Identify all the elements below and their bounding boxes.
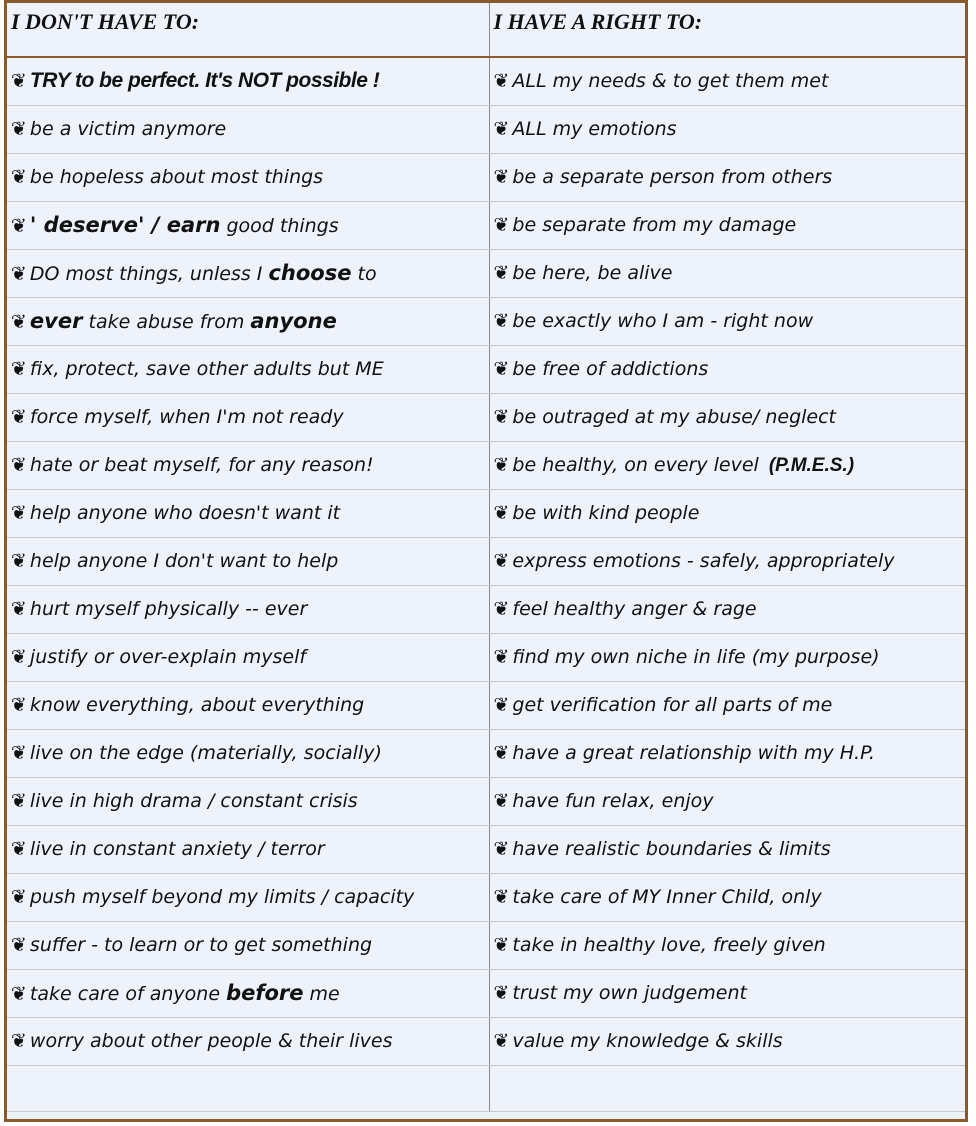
left-item-text: live in constant anxiety / terror [29, 838, 325, 860]
table-row [7, 729, 965, 777]
floral-heart-icon: ❦ [11, 646, 27, 668]
right-cell [489, 393, 965, 441]
right-item-text: have a great relationship with my H.P. [512, 742, 875, 764]
header-dont-have-to: I DON'T HAVE TO: [7, 3, 489, 57]
floral-heart-icon: ❦ [11, 838, 27, 860]
table-body [7, 57, 965, 1111]
right-item-text: be separate from my damage [512, 214, 797, 236]
left-cell [7, 489, 489, 537]
right-cell [489, 297, 965, 345]
floral-heart-icon: ❦ [493, 118, 510, 140]
floral-heart-icon: ❦ [493, 550, 510, 572]
table-row [7, 633, 965, 681]
floral-heart-icon: ❦ [11, 742, 27, 764]
left-cell [7, 153, 489, 201]
floral-heart-icon: ❦ [11, 70, 27, 93]
table-row [7, 249, 965, 297]
floral-heart-icon: ❦ [11, 598, 27, 620]
left-item-text: choose [268, 261, 352, 285]
table-row [7, 777, 965, 825]
floral-heart-icon: ❦ [11, 118, 27, 140]
left-cell [7, 825, 489, 873]
floral-heart-icon: ❦ [493, 790, 510, 812]
floral-heart-icon: ❦ [493, 982, 510, 1004]
right-cell [489, 921, 965, 969]
rights-table [7, 3, 965, 1112]
left-cell [7, 921, 489, 969]
left-cell [7, 393, 489, 441]
left-cell [7, 249, 489, 297]
right-item-text: have realistic boundaries & limits [512, 838, 831, 860]
left-item-text: help anyone who doesn't want it [29, 502, 341, 524]
left-item-text: ever [29, 309, 83, 333]
floral-heart-icon: ❦ [11, 215, 27, 237]
floral-heart-icon: ❦ [11, 311, 27, 333]
right-item-text: take in healthy love, freely given [512, 934, 826, 956]
right-cell [489, 873, 965, 921]
floral-heart-icon: ❦ [493, 310, 510, 332]
right-item-text: be with kind people [512, 502, 700, 524]
left-item-text: be a victim anymore [29, 118, 227, 140]
right-item-text: be a separate person from others [512, 166, 833, 188]
left-item-text: fix, protect, save other adults but ME [29, 358, 384, 380]
left-item-text: to [351, 263, 377, 285]
right-cell [489, 57, 965, 105]
table-row [7, 57, 965, 105]
right-item-text: (P.M.E.S.) [768, 454, 855, 476]
right-cell [489, 153, 965, 201]
floral-heart-icon: ❦ [493, 598, 510, 620]
table-row [7, 345, 965, 393]
left-cell [7, 105, 489, 153]
right-item-text: find my own niche in life (my purpose) [512, 646, 880, 668]
floral-heart-icon: ❦ [493, 453, 510, 476]
right-cell [489, 537, 965, 585]
floral-heart-icon: ❦ [493, 166, 510, 188]
floral-heart-icon: ❦ [11, 886, 27, 908]
right-cell [489, 969, 965, 1017]
empty-row [7, 1065, 965, 1111]
right-cell [489, 825, 965, 873]
right-cell [489, 105, 965, 153]
right-cell [489, 249, 965, 297]
floral-heart-icon: ❦ [493, 502, 510, 524]
floral-heart-icon: ❦ [11, 790, 27, 812]
left-cell [7, 873, 489, 921]
floral-heart-icon: ❦ [11, 1030, 27, 1052]
floral-heart-icon: ❦ [11, 934, 27, 956]
table-row [7, 969, 965, 1017]
right-cell [489, 1017, 965, 1065]
empty-cell [7, 1065, 489, 1111]
right-cell [489, 585, 965, 633]
left-item-text: worry about other people & their lives [29, 1030, 393, 1052]
right-item-text: ALL my needs & to get them met [512, 70, 829, 93]
left-item-text: be hopeless about most things [29, 166, 324, 188]
left-item-text: DO most things, unless I [29, 263, 269, 285]
left-cell [7, 1017, 489, 1065]
left-item-text: hate or beat myself, for any reason! [29, 454, 374, 476]
left-item-text: good things [220, 215, 339, 237]
floral-heart-icon: ❦ [493, 934, 510, 956]
floral-heart-icon: ❦ [493, 70, 510, 93]
left-cell [7, 201, 489, 249]
left-item-text: before [226, 981, 304, 1005]
floral-heart-icon: ❦ [493, 406, 510, 428]
table-row [7, 873, 965, 921]
table-row [7, 393, 965, 441]
table-row [7, 489, 965, 537]
table-row [7, 537, 965, 585]
left-item-text: force myself, when I'm not ready [29, 406, 344, 428]
right-item-text: take care of MY Inner Child, only [512, 886, 822, 908]
left-item-text: live in high drama / constant crisis [29, 790, 358, 812]
right-item-text: value my knowledge & skills [512, 1030, 783, 1052]
right-item-text: be healthy, on every level [512, 453, 765, 476]
left-item-text: help anyone I don't want to help [29, 550, 339, 572]
table-row [7, 297, 965, 345]
left-cell [7, 537, 489, 585]
left-item-text: take care of anyone [29, 983, 227, 1005]
floral-heart-icon: ❦ [11, 983, 27, 1005]
left-cell [7, 585, 489, 633]
right-cell [489, 345, 965, 393]
table-row [7, 681, 965, 729]
right-item-text: be exactly who I am - right now [512, 310, 814, 332]
table-row [7, 585, 965, 633]
floral-heart-icon: ❦ [493, 646, 510, 668]
header-row [7, 3, 965, 57]
floral-heart-icon: ❦ [11, 166, 27, 188]
left-item-text: push myself beyond my limits / capacity [29, 886, 415, 908]
left-item-text: TRY to be perfect. It's NOT possible ! [29, 69, 380, 93]
floral-heart-icon: ❦ [493, 358, 510, 380]
right-cell [489, 729, 965, 777]
right-item-text: be here, be alive [512, 262, 673, 284]
left-cell [7, 633, 489, 681]
floral-heart-icon: ❦ [11, 454, 27, 476]
left-cell [7, 777, 489, 825]
left-cell [7, 345, 489, 393]
floral-heart-icon: ❦ [493, 742, 510, 764]
right-cell [489, 681, 965, 729]
right-item-text: have fun relax, enjoy [512, 790, 714, 812]
floral-heart-icon: ❦ [11, 406, 27, 428]
floral-heart-icon: ❦ [493, 694, 510, 716]
right-item-text: ALL my emotions [512, 118, 677, 140]
left-item-text: justify or over-explain myself [29, 646, 307, 668]
left-item-text: ' [29, 213, 44, 237]
table-row [7, 201, 965, 249]
floral-heart-icon: ❦ [11, 358, 27, 380]
table-row [7, 441, 965, 489]
floral-heart-icon: ❦ [493, 1030, 510, 1052]
left-item-text: live on the edge (materially, socially) [29, 742, 382, 764]
right-cell [489, 489, 965, 537]
table-row [7, 825, 965, 873]
right-item-text: trust my own judgement [512, 982, 747, 1004]
rights-table-sheet [4, 0, 968, 1122]
right-cell [489, 777, 965, 825]
table-row [7, 921, 965, 969]
left-item-text: know everything, about everything [29, 694, 365, 716]
floral-heart-icon: ❦ [493, 262, 510, 284]
right-item-text: get verification for all parts of me [512, 694, 833, 716]
floral-heart-icon: ❦ [11, 502, 27, 524]
left-item-text: hurt myself physically -- ever [29, 598, 308, 620]
left-cell [7, 681, 489, 729]
floral-heart-icon: ❦ [11, 550, 27, 572]
floral-heart-icon: ❦ [11, 263, 27, 285]
left-cell [7, 297, 489, 345]
header-have-right-to: I HAVE A RIGHT TO: [489, 3, 965, 57]
right-item-text: be free of addictions [512, 358, 709, 380]
right-item-text: express emotions - safely, appropriately [512, 550, 895, 572]
table-row [7, 105, 965, 153]
left-item-text: anyone [250, 309, 337, 333]
right-cell [489, 633, 965, 681]
left-item-text: suffer - to learn or to get something [29, 934, 373, 956]
left-cell [7, 441, 489, 489]
left-cell [7, 57, 489, 105]
floral-heart-icon: ❦ [493, 214, 510, 236]
left-cell [7, 969, 489, 1017]
left-item-text: take abuse from [82, 311, 251, 333]
right-cell [489, 201, 965, 249]
right-cell [489, 441, 965, 489]
left-item-text: deserve' / earn [43, 213, 221, 237]
floral-heart-icon: ❦ [493, 838, 510, 860]
left-cell [7, 729, 489, 777]
floral-heart-icon: ❦ [11, 694, 27, 716]
empty-cell [489, 1065, 965, 1111]
floral-heart-icon: ❦ [493, 886, 510, 908]
right-item-text: be outraged at my abuse/ neglect [512, 406, 836, 428]
left-item-text: me [303, 983, 340, 1005]
right-item-text: feel healthy anger & rage [512, 598, 757, 620]
table-row [7, 153, 965, 201]
table-row [7, 1017, 965, 1065]
